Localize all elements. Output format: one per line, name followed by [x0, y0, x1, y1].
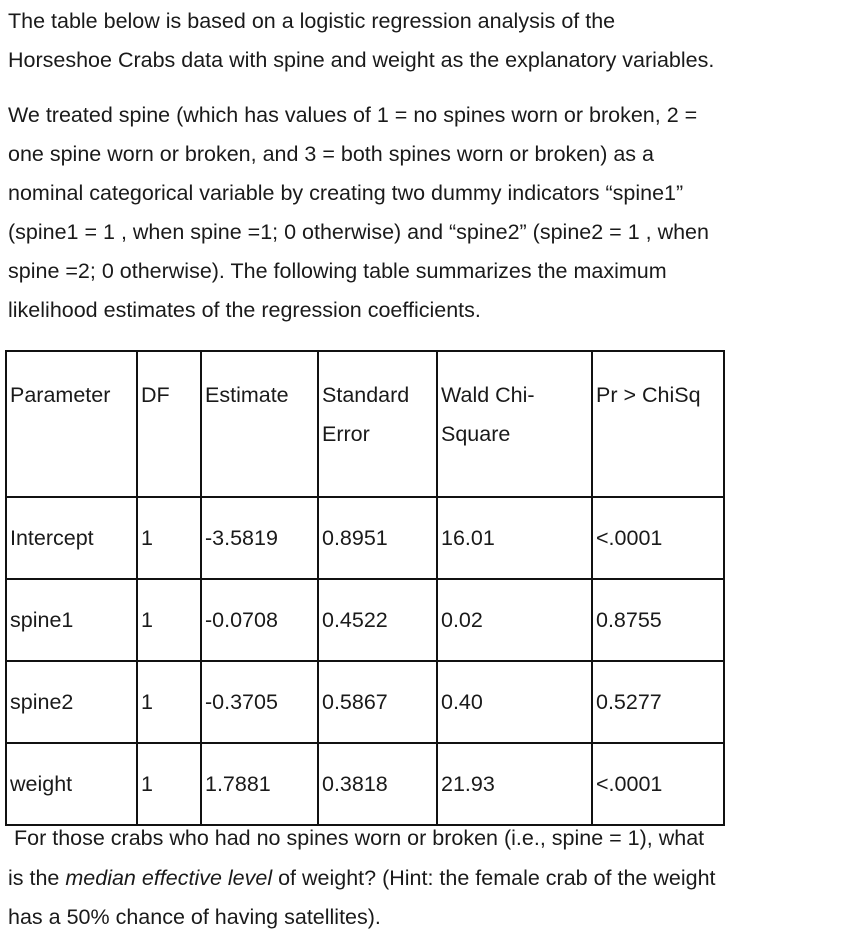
cell-wald: 16.01 — [437, 497, 592, 579]
question-line-2: is the median effective level of weight? (Hint: the female crab of the weight — [8, 865, 716, 890]
header-parameter: Parameter — [6, 351, 137, 497]
cell-parameter: spine2 — [6, 661, 137, 743]
table-row — [6, 579, 724, 661]
cell-df: 1 — [137, 743, 201, 825]
cell-pvalue: <.0001 — [592, 497, 724, 579]
cell-pvalue: 0.8755 — [592, 579, 724, 661]
header-standard-error: Standard Error — [318, 351, 437, 497]
description-line-4: (spine1 = 1 , when spine =1; 0 otherwise) and “spine2” (spine2 = 1 , when — [8, 220, 709, 244]
cell-df: 1 — [137, 579, 201, 661]
intro-line-1: The table below is based on a logistic regression analysis of the — [8, 9, 616, 33]
cell-wald: 21.93 — [437, 743, 592, 825]
header-wald-chi-square: Wald Chi- Square — [437, 351, 592, 497]
coefficients-table — [5, 350, 725, 826]
cell-pvalue: <.0001 — [592, 743, 724, 825]
cell-wald: 0.02 — [437, 579, 592, 661]
cell-std-error: 0.3818 — [318, 743, 437, 825]
table-row — [6, 497, 724, 579]
cell-parameter: Intercept — [6, 497, 137, 579]
cell-wald: 0.40 — [437, 661, 592, 743]
median-effective-level-term: median effective level — [65, 865, 273, 890]
cell-estimate: 1.7881 — [201, 743, 318, 825]
cell-std-error: 0.4522 — [318, 579, 437, 661]
question-line-1: For those crabs who had no spines worn or broken (i.e., spine = 1), what — [14, 826, 705, 850]
intro-paragraph — [8, 2, 844, 80]
cell-estimate: -0.3705 — [201, 661, 318, 743]
header-estimate: Estimate — [201, 351, 318, 497]
cell-df: 1 — [137, 497, 201, 579]
cell-estimate: -3.5819 — [201, 497, 318, 579]
cell-parameter: weight — [6, 743, 137, 825]
cell-df: 1 — [137, 661, 201, 743]
header-pr-chisq: Pr > ChiSq — [592, 351, 724, 497]
description-line-2: one spine worn or broken, and 3 = both spines worn or broken) as a — [8, 142, 654, 166]
cell-std-error: 0.5867 — [318, 661, 437, 743]
cell-pvalue: 0.5277 — [592, 661, 724, 743]
table-header-row — [6, 351, 724, 497]
question-paragraph — [8, 819, 844, 938]
description-line-1: We treated spine (which has values of 1 = no spines worn or broken, 2 = — [8, 103, 698, 127]
cell-parameter: spine1 — [6, 579, 137, 661]
question-line-3: has a 50% chance of having satellites). — [8, 905, 381, 929]
table-row — [6, 661, 724, 743]
description-line-6: likelihood estimates of the regression coefficients. — [8, 298, 481, 322]
description-line-3: nominal categorical variable by creating two dummy indicators “spine1” — [8, 181, 684, 205]
header-df: DF — [137, 351, 201, 497]
table-row — [6, 743, 724, 825]
intro-line-2: Horseshoe Crabs data with spine and weight as the explanatory variables. — [8, 48, 715, 72]
description-line-5: spine =2; 0 otherwise). The following table summarizes the maximum — [8, 259, 667, 283]
cell-estimate: -0.0708 — [201, 579, 318, 661]
cell-std-error: 0.8951 — [318, 497, 437, 579]
description-paragraph — [8, 96, 844, 330]
